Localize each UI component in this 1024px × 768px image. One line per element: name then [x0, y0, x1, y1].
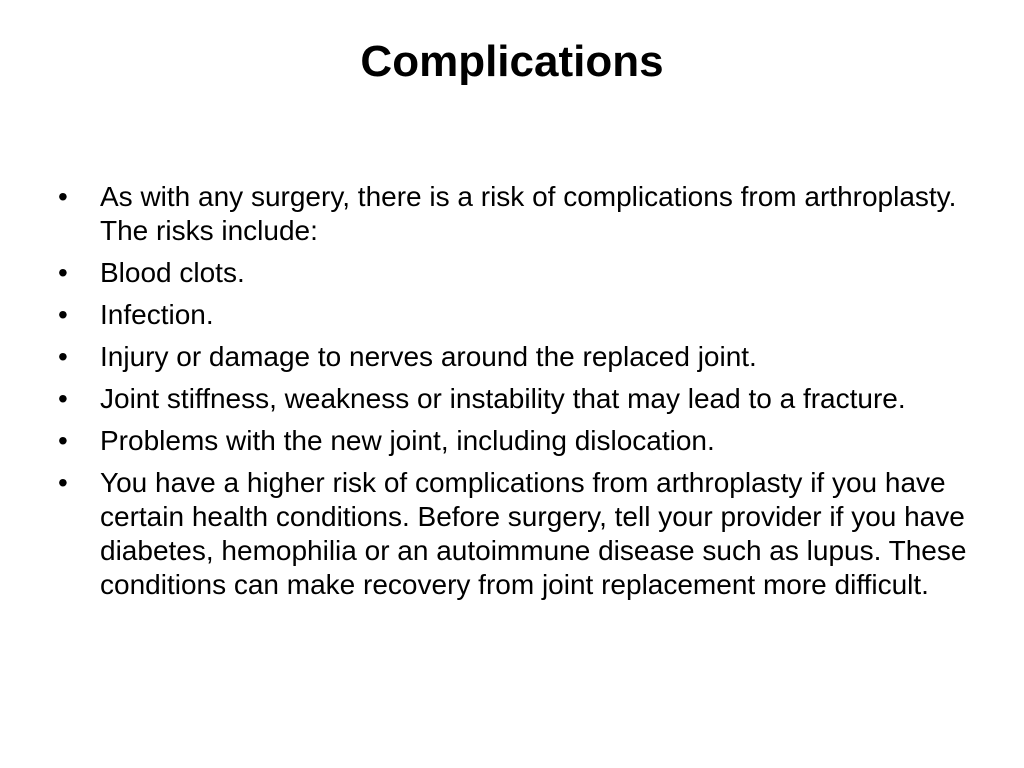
- bullet-icon: •: [58, 181, 68, 212]
- bullet-text: As with any surgery, there is a risk of complications from arthroplasty. The risks include:: [100, 181, 957, 246]
- bullet-icon: •: [58, 425, 68, 456]
- bullet-item: [58, 424, 978, 458]
- bullet-item: [58, 298, 978, 332]
- bullet-text: Injury or damage to nerves around the replaced joint.: [100, 341, 757, 372]
- bullet-text: Problems with the new joint, including dislocation.: [100, 425, 715, 456]
- slide-title: Complications: [360, 37, 664, 86]
- bullet-icon: •: [58, 257, 68, 288]
- bullet-item: [58, 382, 978, 416]
- bullet-icon: •: [58, 383, 68, 414]
- bullet-text: Joint stiffness, weakness or instability that may lead to a fracture.: [100, 383, 906, 414]
- bullet-item: [58, 466, 978, 602]
- bullet-text: Infection.: [100, 299, 214, 330]
- bullet-text: Blood clots.: [100, 257, 245, 288]
- bullet-icon: •: [58, 467, 68, 498]
- bullet-item: [58, 340, 978, 374]
- bullet-item: [58, 180, 978, 248]
- bullet-icon: •: [58, 341, 68, 372]
- bullet-text: You have a higher risk of complications from arthroplasty if you have certain health conditions. Before surgery, tell your provider if you have diabetes, hemophilia or an autoimmune disease such as lupus. These conditions can make recovery from joint replacement more difficult.: [100, 467, 967, 600]
- bullet-icon: •: [58, 299, 68, 330]
- bullet-list: [58, 180, 978, 610]
- bullet-item: [58, 256, 978, 290]
